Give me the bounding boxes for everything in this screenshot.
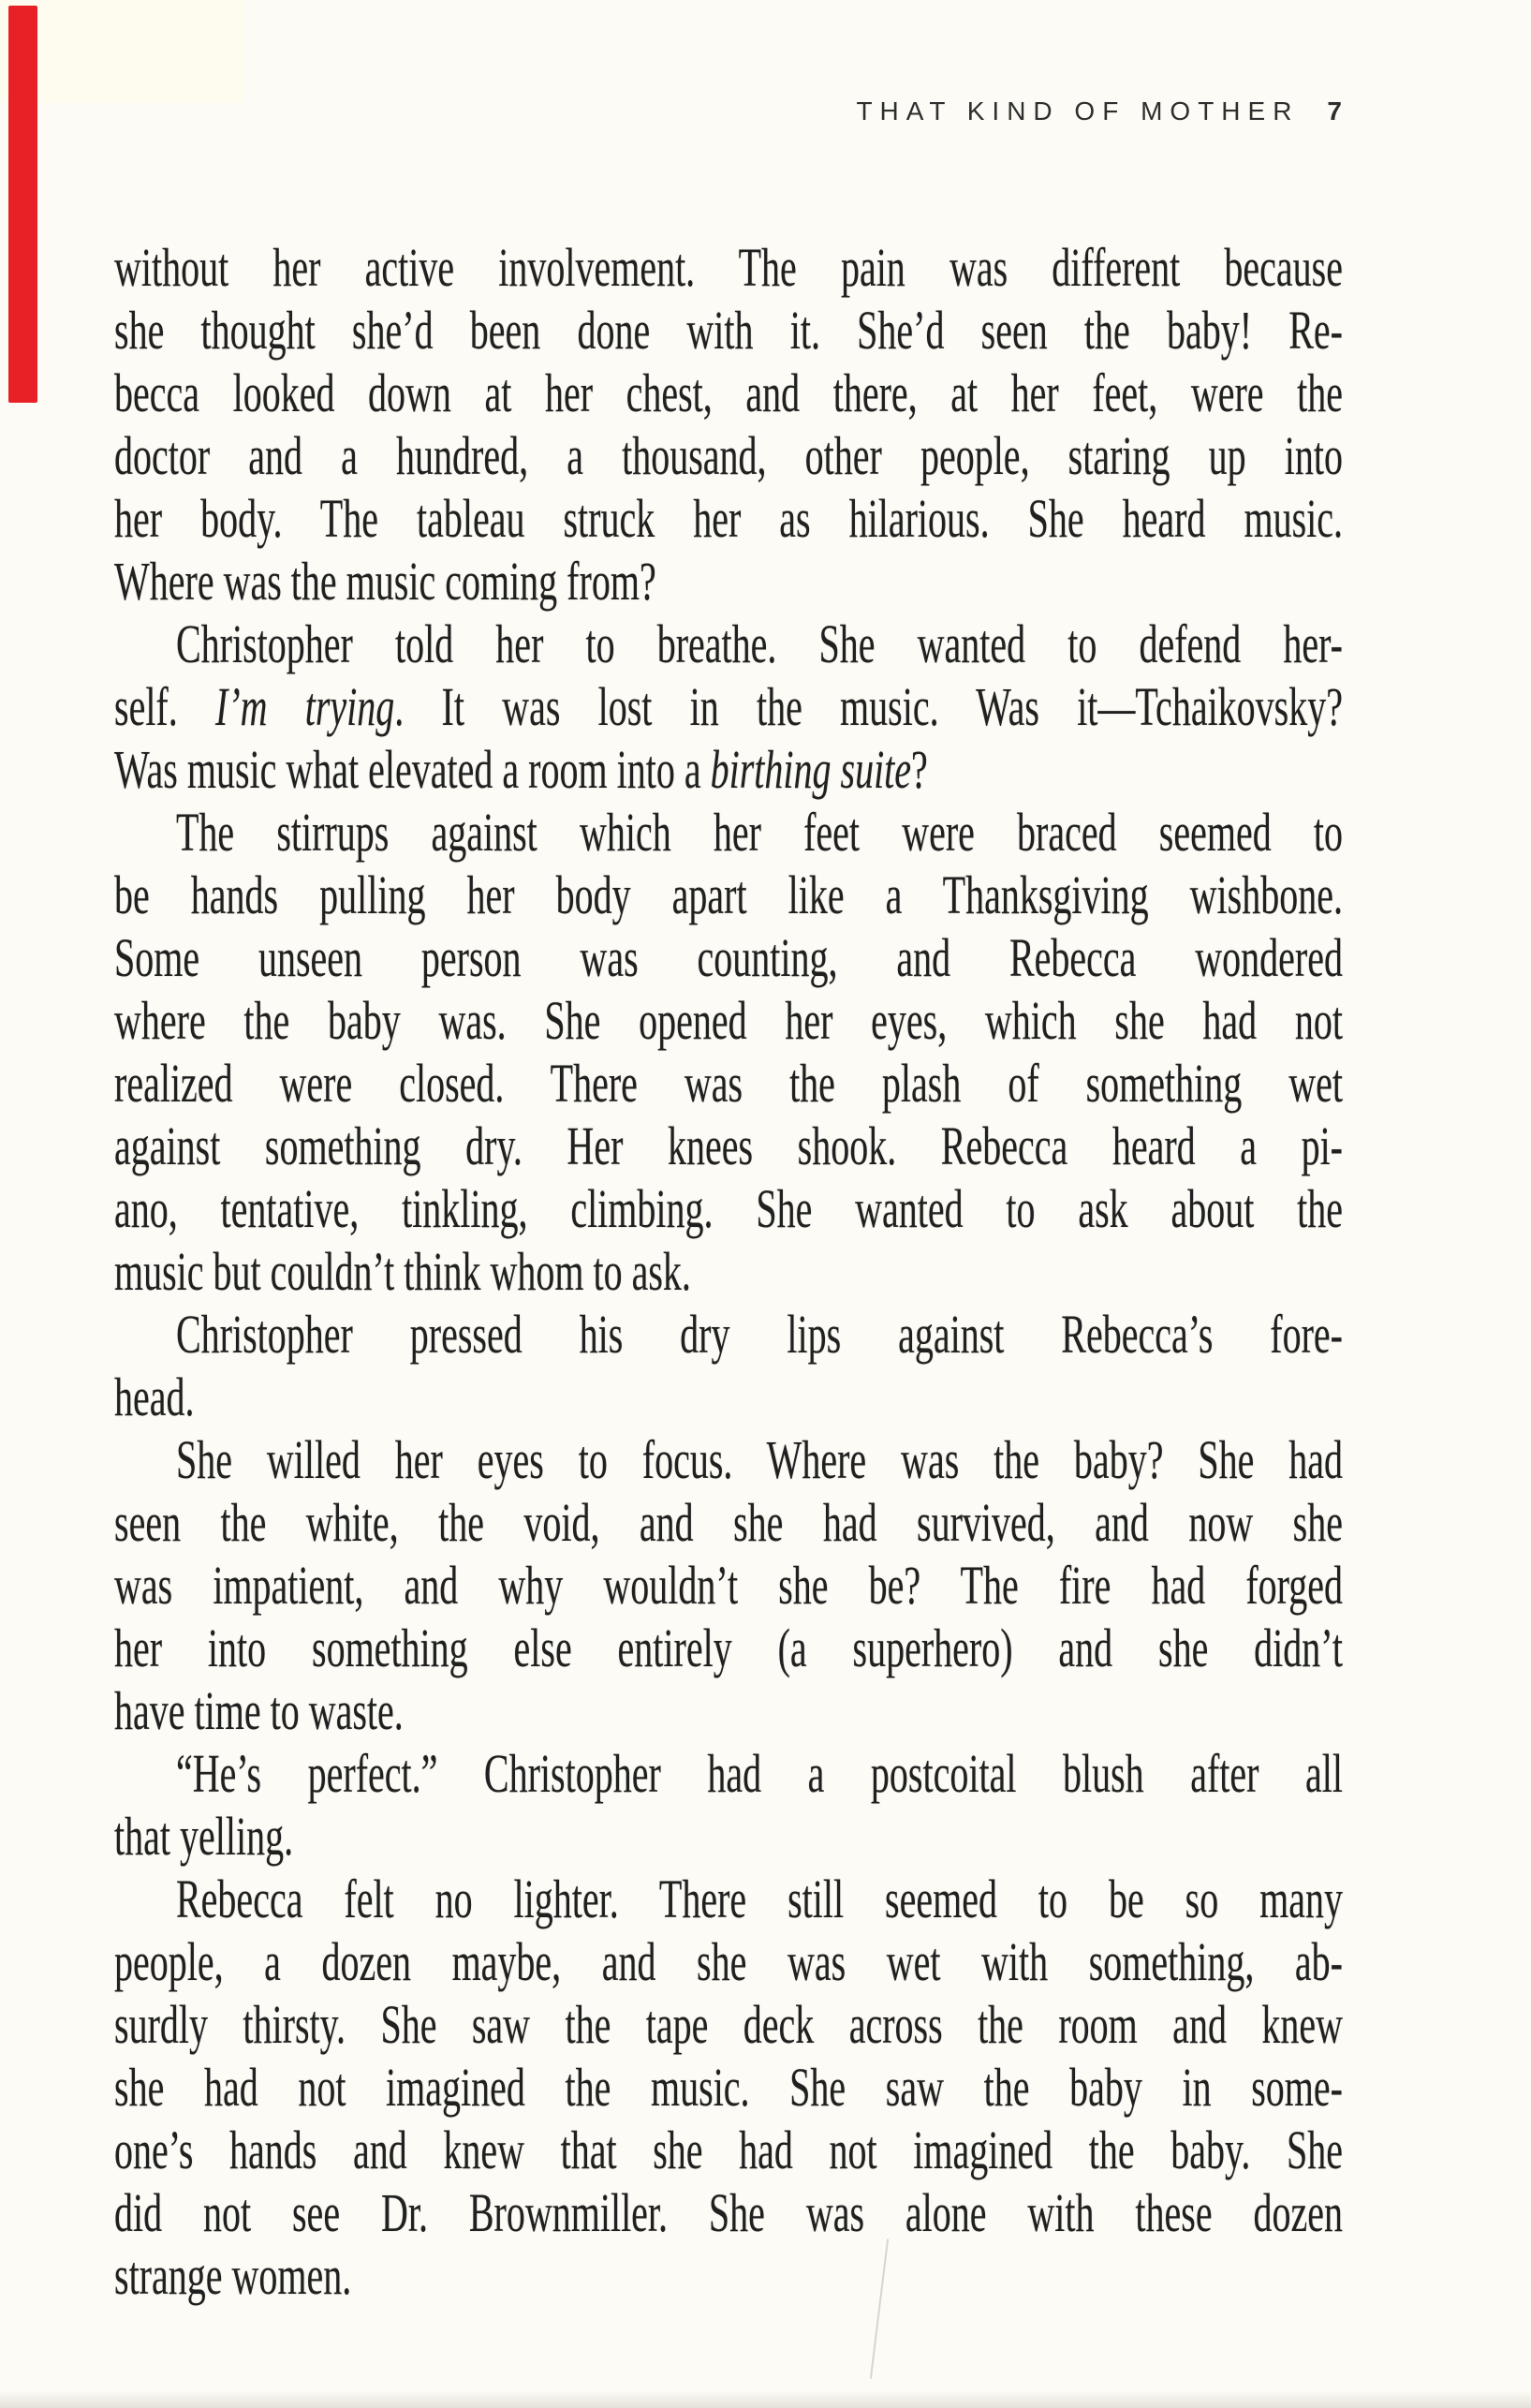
page-body-text	[114, 236, 1343, 2307]
text-line	[114, 2230, 1343, 2321]
page-number: 7	[1327, 96, 1342, 126]
text-segment: one’s hands and knew that she had not imagined the baby. She	[114, 2119, 1343, 2181]
text-segment: strange women.	[114, 2244, 352, 2307]
text-segment: music but couldn’t think whom to ask.	[114, 1240, 691, 1303]
text-segment: her into something else entirely (a superhero) and she didn’t	[114, 1617, 1343, 1679]
text-segment: realized were closed. There was the plash of something wet	[114, 1052, 1343, 1115]
text-segment: was impatient, and why wouldn’t she be? The fire had forged	[114, 1554, 1343, 1617]
text-segment: Rebecca felt no lighter. There still seemed to be so many	[176, 1868, 1343, 1930]
scan-bottom-shade	[0, 2391, 1531, 2408]
text-segment: Christopher told her to breathe. She wanted to defend her-	[176, 613, 1343, 675]
text-segment: she had not imagined the music. She saw the baby in some-	[114, 2056, 1343, 2119]
text-segment: people, a dozen maybe, and she was wet with something, ab-	[114, 1930, 1343, 1993]
text-segment: ano, tentative, tinkling, climbing. She wanted to ask about the	[114, 1177, 1343, 1240]
text-segment: becca looked down at her chest, and there, at her feet, were the	[114, 362, 1343, 424]
scan-red-edge-artifact	[8, 6, 37, 403]
text-segment: her body. The tableau struck her as hilarious. She heard music.	[114, 487, 1343, 550]
text-segment: she thought she’d been done with it. She’d seen the baby! Re-	[114, 299, 1343, 362]
text-segment: surdly thirsty. She saw the tape deck across the room and knew	[114, 1993, 1343, 2056]
text-segment: where the baby was. She opened her eyes, which she had not	[114, 989, 1343, 1052]
text-segment: She willed her eyes to focus. Where was the baby? She had	[176, 1428, 1343, 1491]
text-segment: ?	[911, 738, 928, 801]
text-segment: The stirrups against which her feet were braced seemed to	[176, 801, 1343, 864]
text-segment: that yelling.	[114, 1805, 294, 1868]
text-segment: be hands pulling her body apart like a Thanksgiving wishbone.	[114, 864, 1343, 926]
text-segment: Some unseen person was counting, and Rebecca wondered	[114, 926, 1343, 989]
text-segment: doctor and a hundred, a thousand, other people, staring up into	[114, 424, 1343, 487]
text-segment-italic: I’m trying	[214, 675, 395, 738]
text-segment-italic: birthing suite	[710, 738, 912, 801]
running-header	[856, 96, 1342, 126]
text-segment: did not see Dr. Brownmiller. She was alone with these dozen	[114, 2181, 1343, 2244]
text-segment: . It was lost in the music. Was it—Tchaikovsky?	[394, 675, 1344, 738]
text-segment: “He’s perfect.” Christopher had a postcoital blush after all	[176, 1742, 1343, 1805]
text-segment: head.	[114, 1366, 195, 1428]
text-segment: against something dry. Her knees shook. Rebecca heard a pi-	[114, 1115, 1343, 1177]
text-segment: seen the white, the void, and she had survived, and now she	[114, 1491, 1343, 1554]
text-segment: without her active involvement. The pain was different because	[114, 236, 1343, 299]
text-segment: self.	[114, 675, 215, 738]
text-segment: Christopher pressed his dry lips against Rebecca’s fore-	[176, 1303, 1343, 1366]
text-segment: Was music what elevated a room into a	[114, 738, 711, 801]
running-title: THAT KIND OF MOTHER	[856, 96, 1300, 126]
text-segment: have time to waste.	[114, 1679, 404, 1742]
text-segment: Where was the music coming from?	[114, 550, 656, 613]
